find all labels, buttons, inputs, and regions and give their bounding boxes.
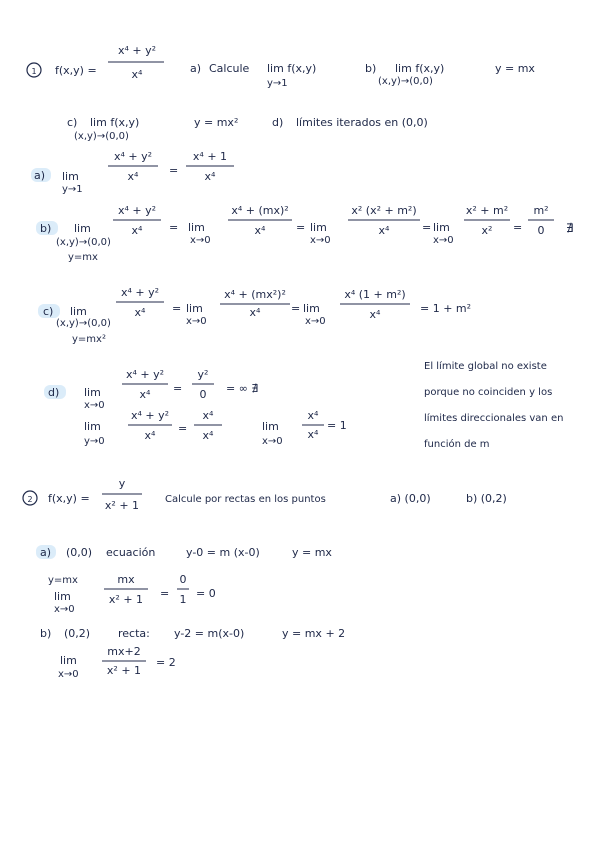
task-a-subscript: y→1 bbox=[267, 78, 288, 89]
sol-d-num2: y² bbox=[197, 368, 209, 381]
equals: = bbox=[422, 221, 432, 234]
equals: = bbox=[291, 302, 301, 315]
note-line-1: El límite global no existe bbox=[424, 361, 547, 372]
sol-a-num2: x⁴ + 1 bbox=[192, 150, 228, 163]
ex2-task-a: a) (0,0) bbox=[390, 492, 431, 505]
sol-c-s2: x→0 bbox=[186, 316, 207, 327]
task-c-path: y = mx² bbox=[194, 116, 239, 129]
sol-b-num4: x² + m² bbox=[465, 204, 509, 217]
sol-c-sub2: y=mx² bbox=[72, 334, 106, 345]
exercise-2-number: 2 bbox=[27, 495, 33, 504]
not-exists-mark: ∄ bbox=[566, 221, 574, 235]
sol-a-den1: x⁴ bbox=[127, 170, 139, 183]
ex2a-path: y=mx bbox=[48, 575, 78, 586]
sol-d-lim: lim bbox=[84, 386, 101, 399]
ex2a-word: ecuación bbox=[106, 546, 156, 559]
sol-d-label: d) bbox=[48, 386, 60, 399]
ex2a-result: = 0 bbox=[196, 587, 216, 600]
task-c-subscript: (x,y)→(0,0) bbox=[74, 131, 129, 142]
ex2b-line: y = mx + 2 bbox=[282, 627, 346, 640]
ex2b-num1: mx+2 bbox=[107, 645, 141, 658]
function-lhs: f(x,y) = bbox=[55, 64, 97, 77]
sol-a-sub: y→1 bbox=[62, 184, 83, 195]
sol-d-num4: x⁴ bbox=[202, 409, 214, 422]
sol-c-den1: x⁴ bbox=[134, 306, 146, 319]
sol-d-result2: = 1 bbox=[327, 419, 347, 432]
sol-d-num5: x⁴ bbox=[307, 409, 319, 422]
sol-b-num3: x² (x² + m²) bbox=[351, 204, 417, 217]
sol-b-den3: x⁴ bbox=[378, 224, 390, 237]
sol-b-num1: x⁴ + y² bbox=[117, 204, 157, 217]
ex2a-lim: lim bbox=[54, 590, 71, 603]
task-c-label: c) bbox=[67, 116, 78, 129]
sol-c-label: c) bbox=[43, 305, 54, 318]
equals: = bbox=[296, 221, 306, 234]
sol-b-den5: 0 bbox=[537, 224, 545, 237]
ex2b-point: (0,2) bbox=[64, 627, 91, 640]
ex2a-line: y = mx bbox=[292, 546, 332, 559]
equals: = bbox=[160, 587, 170, 600]
note-line-3: límites direccionales van en bbox=[424, 413, 564, 424]
function-numerator: x⁴ + y² bbox=[117, 44, 157, 57]
ex2-function-denominator: x² + 1 bbox=[104, 499, 140, 512]
sol-b-den4: x² bbox=[481, 224, 493, 237]
ex2a-point: (0,0) bbox=[66, 546, 93, 559]
sol-a-num1: x⁴ + y² bbox=[113, 150, 153, 163]
ex2-task-b: b) (0,2) bbox=[466, 492, 507, 505]
sol-b-lim2: lim bbox=[188, 221, 205, 234]
sol-b-lim4: lim bbox=[433, 221, 450, 234]
sol-a-eq: = bbox=[169, 164, 179, 177]
sol-b-s4: x→0 bbox=[433, 235, 454, 246]
sol-d-lim-c: lim bbox=[262, 420, 279, 433]
sol-b-label: b) bbox=[40, 222, 52, 235]
sol-b-num5: m² bbox=[533, 204, 549, 217]
sol-c-result: = 1 + m² bbox=[420, 302, 472, 315]
ex2a-equation: y-0 = m (x-0) bbox=[186, 546, 260, 559]
sol-c-lim3: lim bbox=[303, 302, 320, 315]
sol-b-den2: x⁴ bbox=[254, 224, 266, 237]
sol-b-s3: x→0 bbox=[310, 235, 331, 246]
sol-b-sub2: y=mx bbox=[68, 252, 98, 263]
sol-c-den2: x⁴ bbox=[249, 306, 261, 319]
sol-d-lim-b: lim bbox=[84, 420, 101, 433]
exercise-number: 1 bbox=[31, 67, 37, 76]
ex2-function-lhs: f(x,y) = bbox=[48, 492, 90, 505]
task-b-subscript: (x,y)→(0,0) bbox=[378, 76, 433, 87]
ex2b-equation: y-2 = m(x-0) bbox=[174, 627, 245, 640]
sol-c-sub1: (x,y)→(0,0) bbox=[56, 318, 111, 329]
ex2a-label: a) bbox=[40, 546, 52, 559]
sol-d-sub: x→0 bbox=[84, 400, 105, 411]
sol-a-lim: lim bbox=[62, 170, 79, 183]
task-c-limit: lim f(x,y) bbox=[90, 116, 140, 129]
sol-d-den2: 0 bbox=[199, 388, 207, 401]
ex2a-den2: 1 bbox=[179, 593, 187, 606]
sol-b-sub1: (x,y)→(0,0) bbox=[56, 237, 111, 248]
ex2b-lim: lim bbox=[60, 654, 77, 667]
sol-d-sub-c: x→0 bbox=[262, 436, 283, 447]
ex2b-word: recta: bbox=[118, 627, 150, 640]
sol-b-den1: x⁴ bbox=[131, 224, 143, 237]
sol-d-result1: = ∞ ∄ bbox=[226, 382, 259, 395]
task-a-text: Calcule bbox=[209, 62, 250, 75]
task-b-path: y = mx bbox=[495, 62, 535, 75]
ex2a-den1: x² + 1 bbox=[108, 593, 144, 606]
sol-d-num3: x⁴ + y² bbox=[130, 409, 170, 422]
ex2b-den1: x² + 1 bbox=[106, 664, 142, 677]
sol-c-num2: x⁴ + (mx²)² bbox=[224, 288, 286, 301]
sol-c-den3: x⁴ bbox=[369, 308, 381, 321]
function-denominator: x⁴ bbox=[131, 68, 143, 81]
sol-c-lim: lim bbox=[70, 305, 87, 318]
sol-d-num1: x⁴ + y² bbox=[125, 368, 165, 381]
equals: = bbox=[169, 221, 179, 234]
ex2a-sub: x→0 bbox=[54, 604, 75, 615]
sol-d-den1: x⁴ bbox=[139, 388, 151, 401]
ex2a-num1: mx bbox=[117, 573, 135, 586]
task-b-limit: lim f(x,y) bbox=[395, 62, 445, 75]
ex2a-num2: 0 bbox=[179, 573, 187, 586]
sol-a-label: a) bbox=[34, 169, 46, 182]
task-a-label: a) bbox=[190, 62, 202, 75]
sol-c-lim2: lim bbox=[186, 302, 203, 315]
note-line-4: función de m bbox=[424, 439, 490, 450]
sol-c-s3: x→0 bbox=[305, 316, 326, 327]
sol-d-den5: x⁴ bbox=[307, 428, 319, 441]
sol-d-den4: x⁴ bbox=[202, 429, 214, 442]
sol-d-sub-b: y→0 bbox=[84, 436, 105, 447]
sol-d-den3: x⁴ bbox=[144, 429, 156, 442]
equals: = bbox=[173, 382, 183, 395]
note-line-2: porque no coinciden y los bbox=[424, 387, 553, 398]
task-d-label: d) bbox=[272, 116, 284, 129]
sol-b-lim3: lim bbox=[310, 221, 327, 234]
ex2-task: Calcule por rectas en los puntos bbox=[165, 494, 326, 505]
ex2-function-numerator: y bbox=[118, 477, 126, 490]
ex2b-result: = 2 bbox=[156, 656, 176, 669]
task-b-label: b) bbox=[365, 62, 377, 75]
equals: = bbox=[513, 221, 523, 234]
sol-a-den2: x⁴ bbox=[204, 170, 216, 183]
sol-b-s2: x→0 bbox=[190, 235, 211, 246]
equals: = bbox=[172, 302, 182, 315]
ex2b-sub: x→0 bbox=[58, 669, 79, 680]
ex2b-label: b) bbox=[40, 627, 52, 640]
sol-b-num2: x⁴ + (mx)² bbox=[231, 204, 289, 217]
sol-b-lim: lim bbox=[74, 222, 91, 235]
sol-c-num1: x⁴ + y² bbox=[120, 286, 160, 299]
equals: = bbox=[178, 422, 188, 435]
task-a-limit: lim f(x,y) bbox=[267, 62, 317, 75]
task-d-text: límites iterados en (0,0) bbox=[296, 116, 428, 129]
sol-c-num3: x⁴ (1 + m²) bbox=[344, 288, 406, 301]
